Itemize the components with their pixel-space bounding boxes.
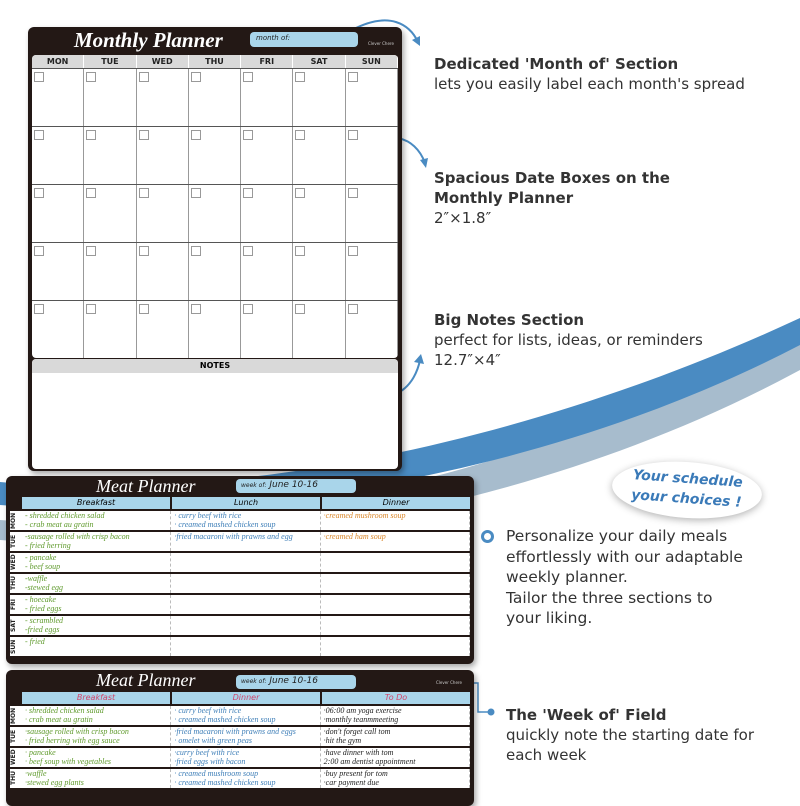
calendar-week-row [32, 300, 398, 358]
meal-row [10, 769, 470, 788]
column-headers [10, 497, 470, 509]
feature-text: quickly note the starting date for [506, 726, 755, 744]
feature-title: Monthly Planner [434, 189, 574, 207]
meal-cell [171, 637, 320, 656]
date-box [137, 185, 189, 242]
bubble-text: Your schedule [632, 467, 744, 491]
meal-cell [22, 748, 171, 767]
meal-entry: -stewed egg [25, 582, 63, 592]
meal-entry: · fried herring with egg sauce [25, 735, 120, 745]
date-box [84, 301, 136, 358]
calendar-week-row [32, 184, 398, 242]
meal-entry: - crab meat au gratin [25, 519, 94, 529]
date-box [241, 127, 293, 184]
meal-cell [171, 574, 320, 593]
meal-cell [321, 769, 470, 788]
column-header: Dinner [172, 692, 320, 704]
date-box [346, 69, 398, 126]
meal-cell [171, 532, 320, 551]
day-label: WED [10, 749, 17, 766]
meal-cell [171, 706, 320, 725]
column-header: Breakfast [22, 692, 170, 704]
meal-entry: · creamed mashed chicken soup [174, 777, 276, 787]
calendar-week-row [32, 126, 398, 184]
meal-entry: · shredded chicken salad [25, 706, 104, 715]
meal-cell [321, 553, 470, 572]
feature-month-of [434, 54, 745, 94]
notes-section [32, 359, 398, 469]
meal-planner-title: Meat Planner [96, 670, 196, 690]
meal-row [10, 748, 470, 767]
date-box [84, 69, 136, 126]
personalize-text [506, 526, 796, 629]
meal-entry: ·stewed egg plants [25, 777, 84, 787]
meal-entry: · beef soup with vegetables [25, 756, 111, 766]
date-box [32, 301, 84, 358]
meal-entry: ·car payment due [323, 777, 379, 787]
meal-entry: -fried eggs [25, 624, 60, 634]
column-header: To Do [322, 692, 470, 704]
meal-row [10, 637, 470, 656]
feature-title: The 'Week of' Field [506, 706, 667, 724]
day-label: WED [137, 55, 189, 68]
text-line: Personalize your daily meals [506, 527, 728, 545]
day-label: FRI [10, 599, 17, 610]
meal-cell [171, 727, 320, 746]
meal-row [10, 553, 470, 572]
week-of-field [236, 675, 356, 689]
brand-logo: Clever Chere [436, 680, 462, 685]
week-of-field [236, 479, 356, 493]
calendar-week-row [32, 242, 398, 300]
meal-entry: 2:00 am dentist appointment [323, 756, 416, 766]
column-header: Breakfast [22, 497, 170, 509]
meal-entry: · curry beef with rice [174, 706, 242, 715]
date-box [293, 127, 345, 184]
meal-entry: · crab meat au gratin [25, 714, 93, 724]
day-label: TUE [10, 729, 17, 744]
meal-cell [22, 769, 171, 788]
meal-entry: ·have dinner with tom [323, 748, 394, 757]
day-label: THU [189, 55, 241, 68]
meal-entry: ·hit the gym [323, 735, 362, 745]
date-box [189, 243, 241, 300]
meal-cell [321, 706, 470, 725]
date-box [32, 185, 84, 242]
day-label: MON [32, 55, 84, 68]
feature-date-boxes [434, 168, 670, 228]
meal-entry: - hoecake [25, 595, 56, 604]
week-of-label: week of: [241, 678, 267, 685]
meal-cell [22, 511, 171, 530]
meal-entry: ·fried macaroni with prawns and egg [174, 532, 293, 541]
date-box [346, 301, 398, 358]
day-label: SUN [10, 639, 17, 654]
meal-row [10, 595, 470, 614]
month-of-field: month of: [250, 32, 358, 47]
meal-cell [171, 511, 320, 530]
meal-entry: ·sausage rolled with crisp bacon [25, 727, 129, 736]
day-label: MON [10, 707, 17, 724]
meal-entry: - fried eggs [25, 603, 62, 613]
meal-cell [171, 595, 320, 614]
date-box [293, 185, 345, 242]
meal-cell [171, 748, 320, 767]
date-box [189, 69, 241, 126]
date-box [241, 243, 293, 300]
date-box [84, 185, 136, 242]
meal-cell [321, 727, 470, 746]
week-of-value: June 10-16 [269, 676, 318, 686]
date-box [293, 69, 345, 126]
meal-cell [22, 637, 171, 656]
day-label: SAT [293, 55, 345, 68]
date-box [137, 127, 189, 184]
day-label: MON [10, 512, 17, 529]
date-box [293, 243, 345, 300]
bubble-text: your choices ! [630, 487, 743, 511]
date-box [293, 301, 345, 358]
meal-entry: - beef soup [25, 561, 61, 571]
back-meal-planner [6, 476, 474, 664]
day-label: TUE [10, 534, 17, 549]
meal-entry: · pancake [25, 748, 56, 757]
week-of-label: week of: [241, 482, 267, 489]
feature-title: Big Notes Section [434, 311, 585, 329]
front-meal-planner [6, 670, 474, 806]
date-box [32, 69, 84, 126]
meal-cell [22, 595, 171, 614]
monthly-planner-board [28, 27, 402, 471]
meal-cell [22, 727, 171, 746]
date-box [32, 243, 84, 300]
date-box [84, 243, 136, 300]
meal-entry: ·buy present for tom [323, 769, 388, 778]
calendar-grid [32, 55, 398, 358]
meal-entry: ·creamed mushroom soup [323, 511, 406, 520]
meal-entry: · creamed mushroom soup [174, 769, 259, 778]
text-line: Tailor the three sections to [506, 588, 713, 607]
meal-entry: · creamed mashed chicken soup [174, 714, 276, 724]
bullet-circle-icon [481, 530, 494, 543]
meal-entry: ·monthly teanmmeeting [323, 714, 399, 724]
meal-entry: -sausage rolled with crisp bacon [25, 532, 130, 541]
meal-entry: -waffle [25, 574, 48, 583]
day-label: FRI [241, 55, 293, 68]
meal-entry: ·creamed ham soup [323, 532, 386, 541]
column-headers [10, 692, 470, 704]
meal-row [10, 616, 470, 635]
date-box [241, 185, 293, 242]
calendar-week-row [32, 68, 398, 126]
date-box [137, 243, 189, 300]
date-box [32, 127, 84, 184]
day-label: WED [10, 554, 17, 571]
meal-cell [321, 532, 470, 551]
monthly-planner-title: Monthly Planner [74, 28, 223, 52]
date-box [346, 185, 398, 242]
day-label: SAT [10, 619, 17, 632]
text-line: your liking. [506, 609, 593, 627]
meal-row [10, 727, 470, 746]
feature-text: 12.7″×4″ [434, 351, 501, 369]
date-box [241, 69, 293, 126]
meal-entry: ·06:00 am yoga exercise [323, 706, 402, 715]
day-label: TUE [84, 55, 136, 68]
date-box [346, 127, 398, 184]
text-line: weekly planner. [506, 568, 628, 586]
date-box [137, 69, 189, 126]
meal-entry: ·waffle [25, 769, 47, 778]
meal-entry: ·don't forget call tom [323, 727, 391, 736]
meal-entry: · curry beef with rice [174, 511, 242, 520]
meal-entry: - fried herring [25, 540, 71, 550]
feature-text: 2″×1.8″ [434, 209, 492, 227]
feature-week-of [506, 705, 754, 765]
meal-cell [321, 637, 470, 656]
brand-logo: Clever Chere [368, 41, 394, 46]
notes-label: NOTES [32, 359, 398, 373]
date-box [137, 301, 189, 358]
date-box [189, 185, 241, 242]
meal-cell [22, 706, 171, 725]
meal-cell [22, 574, 171, 593]
date-box [84, 127, 136, 184]
meal-entry: · creamed mashed chicken soup [174, 519, 276, 529]
feature-title: Spacious Date Boxes on the [434, 169, 670, 187]
meal-entry: · omelet with green peas [174, 735, 253, 745]
meal-cell [321, 511, 470, 530]
week-of-value: June 10-16 [269, 480, 318, 490]
meal-entry: - scrambled [25, 616, 63, 625]
day-label: SUN [346, 55, 398, 68]
meal-cell [22, 616, 171, 635]
column-header: Lunch [172, 497, 320, 509]
meal-planner-title: Meat Planner [96, 476, 196, 496]
meal-cell [321, 616, 470, 635]
meal-cell [22, 553, 171, 572]
meal-cell [171, 553, 320, 572]
meal-entry: - fried [25, 637, 45, 646]
meal-entry: ·fried macaroni with prawns and eggs [174, 727, 296, 736]
date-box [189, 301, 241, 358]
weekday-header [32, 55, 398, 68]
date-box [241, 301, 293, 358]
meal-entry: ·curry beef with rice [174, 748, 240, 757]
feature-notes [434, 310, 703, 370]
feature-text: lets you easily label each month's spread [434, 75, 745, 93]
day-label: THU [10, 771, 17, 786]
meal-cell [321, 595, 470, 614]
meal-cell [171, 769, 320, 788]
meal-cell [22, 532, 171, 551]
meal-cell [321, 748, 470, 767]
column-header: Dinner [322, 497, 470, 509]
meal-entry: - shredded chicken salad [25, 511, 105, 520]
date-box [189, 127, 241, 184]
text-line: effortlessly with our adaptable [506, 547, 743, 566]
meal-row [10, 532, 470, 551]
feature-title: Dedicated 'Month of' Section [434, 55, 679, 73]
date-box [346, 243, 398, 300]
meal-row [10, 706, 470, 725]
meal-entry: - pancake [25, 553, 57, 562]
feature-text: each week [506, 746, 587, 764]
meal-row [10, 511, 470, 530]
meal-entry: ·fried eggs with bacon [174, 756, 246, 766]
feature-text: perfect for lists, ideas, or reminders [434, 331, 703, 349]
meal-cell [321, 574, 470, 593]
meal-cell [171, 616, 320, 635]
meal-row [10, 574, 470, 593]
day-label: THU [10, 576, 17, 591]
